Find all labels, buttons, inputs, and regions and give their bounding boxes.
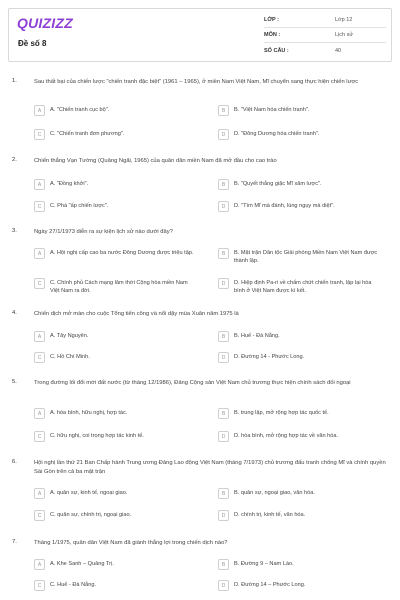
option-letter-box: A (34, 559, 45, 570)
option-letter-box: C (34, 129, 45, 140)
option-b[interactable] (218, 560, 388, 570)
option-letter-box: C (34, 431, 45, 442)
option-letter-box: A (34, 488, 45, 499)
option-letter-box: D (218, 431, 229, 442)
option-text: B. quân sự, ngoại giao, văn hóa. (234, 490, 315, 496)
option-letter-box: A (34, 248, 45, 259)
option-b[interactable] (218, 332, 388, 342)
worksheet-header (8, 8, 392, 62)
option-d[interactable] (218, 581, 388, 591)
option-d[interactable] (218, 202, 388, 212)
option-b[interactable] (218, 106, 388, 116)
option-d[interactable] (218, 353, 388, 363)
meta-row-subject (264, 28, 386, 43)
option-letter-box: B (218, 408, 229, 419)
option-letter-box: C (34, 278, 45, 289)
question-text: Trong đường lối đổi mới đất nước (từ tháng 12/1986), Đảng Cộng sản Việt Nam chủ trương thực hiện chính sách đối ngoại (34, 380, 351, 386)
option-letter-box: B (218, 248, 229, 259)
question-7 (0, 539, 400, 597)
option-letter-box: B (218, 105, 229, 116)
option-text: C. Hồ Chí Minh. (50, 354, 90, 360)
option-letter-box: D (218, 352, 229, 363)
option-c[interactable] (34, 581, 204, 591)
option-text: C. Phá "ấp chiến lược". (50, 203, 109, 209)
question-1 (0, 78, 400, 148)
option-text: A. Khe Sanh – Quảng Trị. (50, 561, 114, 567)
question-text: Ngày 27/1/1973 diễn ra sự kiện lịch sử nào dưới đây? (34, 229, 173, 235)
option-text: D. chính trị, kinh tế, văn hóa. (234, 512, 306, 518)
question-number: 6. (12, 459, 17, 465)
question-number: 5. (12, 379, 17, 385)
option-text: B. trung lập, mở rộng hợp tác quốc tế. (234, 410, 329, 416)
option-c[interactable] (34, 130, 204, 140)
meta-row-class (264, 13, 386, 28)
option-letter-box: D (218, 201, 229, 212)
option-text: B. Đường 9 – Nam Lào. (234, 561, 294, 567)
question-2 (0, 157, 400, 217)
option-c[interactable] (34, 353, 204, 363)
question-text: Hội nghị lần thứ 21 Ban Chấp hành Trung ương Đảng Lao động Việt Nam (tháng 7/1973) chủ trương đấu tranh chống Mĩ và chính quyền Sài Gòn trên cả ba mặt trận (34, 460, 386, 475)
option-letter-box: D (218, 129, 229, 140)
option-a[interactable] (34, 560, 204, 570)
option-text: C. quân sự, chính trị, ngoại giao. (50, 512, 132, 518)
question-number: 1. (12, 78, 17, 84)
option-letter-box: A (34, 105, 45, 116)
option-text: D. "Tìm Mĩ mà đánh, lùng ngụy mà diệt". (234, 203, 335, 209)
option-c[interactable] (34, 202, 204, 212)
option-text: C. Chính phủ Cách mạng lâm thời Cộng hòa miền Nam Việt Nam ra đời. (50, 280, 188, 294)
question-6 (0, 459, 400, 529)
option-c[interactable] (34, 511, 204, 521)
question-text: Sau thất bại của chiến lược "chiến tranh đặc biệt" (1961 – 1965), ở miền Nam Việt Nam, Mĩ chuyển sang thực hiện chiến lược (34, 79, 359, 85)
option-a[interactable] (34, 106, 204, 116)
question-number: 3. (12, 228, 17, 234)
option-text: B. "Quyết thắng giặc Mĩ xâm lược". (234, 181, 322, 187)
option-a[interactable] (34, 409, 204, 419)
question-text: Chiến thắng Vạn Tường (Quảng Ngãi, 1965) của quân dân miền Nam đã mở đầu cho cao trào (34, 158, 277, 164)
option-text: D. "Đông Dương hóa chiến tranh". (234, 131, 320, 137)
option-text: D. hòa bình, mở rộng hợp tác về văn hóa. (234, 433, 339, 439)
option-letter-box: B (218, 559, 229, 570)
option-text: B. "Việt Nam hóa chiến tranh". (234, 107, 310, 113)
option-text: B. Huế - Đà Nẵng. (234, 333, 280, 339)
option-text: A. "Đồng khởi". (50, 181, 89, 187)
option-text: A. hòa bình, hữu nghị, hợp tác. (50, 410, 128, 416)
quizizz-logo: QUIZIZZ (17, 15, 73, 31)
option-letter-box: B (218, 331, 229, 342)
question-number: 2. (12, 157, 17, 163)
option-letter-box: A (34, 408, 45, 419)
option-letter-box: A (34, 179, 45, 190)
option-d[interactable] (218, 279, 388, 295)
page-title: Đề số 8 (18, 39, 47, 48)
option-b[interactable] (218, 409, 388, 419)
option-letter-box: D (218, 580, 229, 591)
question-3 (0, 228, 400, 303)
option-text: D. Đường 14 - Phước Long. (234, 354, 305, 360)
meta-label: LỚP : (264, 17, 279, 23)
option-letter-box: C (34, 580, 45, 591)
meta-label: SỐ CÂU : (264, 47, 289, 54)
option-text: D. Đường 14 – Phước Long. (234, 582, 306, 588)
meta-value: 40 (335, 47, 342, 54)
option-letter-box: B (218, 179, 229, 190)
meta-label: MÔN : (264, 32, 281, 38)
option-text: A. quân sự, kinh tế, ngoại giao. (50, 490, 128, 496)
option-a[interactable] (34, 249, 204, 259)
option-letter-box: D (218, 510, 229, 521)
option-a[interactable] (34, 180, 204, 190)
meta-value: Lịch sử (335, 32, 354, 38)
option-d[interactable] (218, 130, 388, 140)
option-text: A. Tây Nguyên. (50, 333, 89, 339)
question-text: Chiến dịch mở màn cho cuộc Tổng tiến công và nổi dậy mùa Xuân năm 1975 là (34, 311, 239, 317)
option-a[interactable] (34, 332, 204, 342)
option-text: B. Mặt trận Dân tộc Giải phóng Miền Nam Việt Nam được thành lập. (234, 250, 378, 264)
question-number: 7. (12, 539, 17, 545)
meta-row-question-count (264, 43, 386, 58)
question-5 (0, 379, 400, 449)
meta-value: Lớp 12 (335, 17, 353, 23)
option-c[interactable] (34, 432, 204, 442)
option-text: C. "Chiến tranh đơn phương". (50, 131, 125, 137)
option-letter-box: B (218, 488, 229, 499)
option-text: A. "Chiến tranh cục bộ". (50, 107, 110, 113)
option-letter-box: A (34, 331, 45, 342)
option-letter-box: C (34, 510, 45, 521)
option-b[interactable] (218, 180, 388, 190)
option-text: D. Hiệp định Pa-ri về chấm chứt chiến tranh, lập lại hòa bình ở Việt Nam được kí kết. (234, 280, 372, 294)
worksheet-meta-table (264, 13, 386, 58)
option-letter-box: C (34, 352, 45, 363)
option-text: C. hữu nghị, coi trọng hợp tác kinh tế. (50, 433, 144, 439)
question-text: Tháng 1/1975, quân dân Việt Nam đã giành thắng lợi trong chiến dịch nào? (34, 540, 228, 546)
question-number: 4. (12, 310, 17, 316)
option-b[interactable] (218, 249, 388, 265)
option-text: A. Hội nghị cấp cao ba nước Đông Dương được triệu tập. (50, 250, 194, 256)
option-d[interactable] (218, 432, 388, 442)
option-letter-box: D (218, 278, 229, 289)
option-c[interactable] (34, 279, 204, 295)
option-d[interactable] (218, 511, 388, 521)
option-b[interactable] (218, 489, 388, 499)
option-text: C. Huế - Đà Nẵng. (50, 582, 97, 588)
option-letter-box: C (34, 201, 45, 212)
question-4 (0, 310, 400, 370)
option-a[interactable] (34, 489, 204, 499)
